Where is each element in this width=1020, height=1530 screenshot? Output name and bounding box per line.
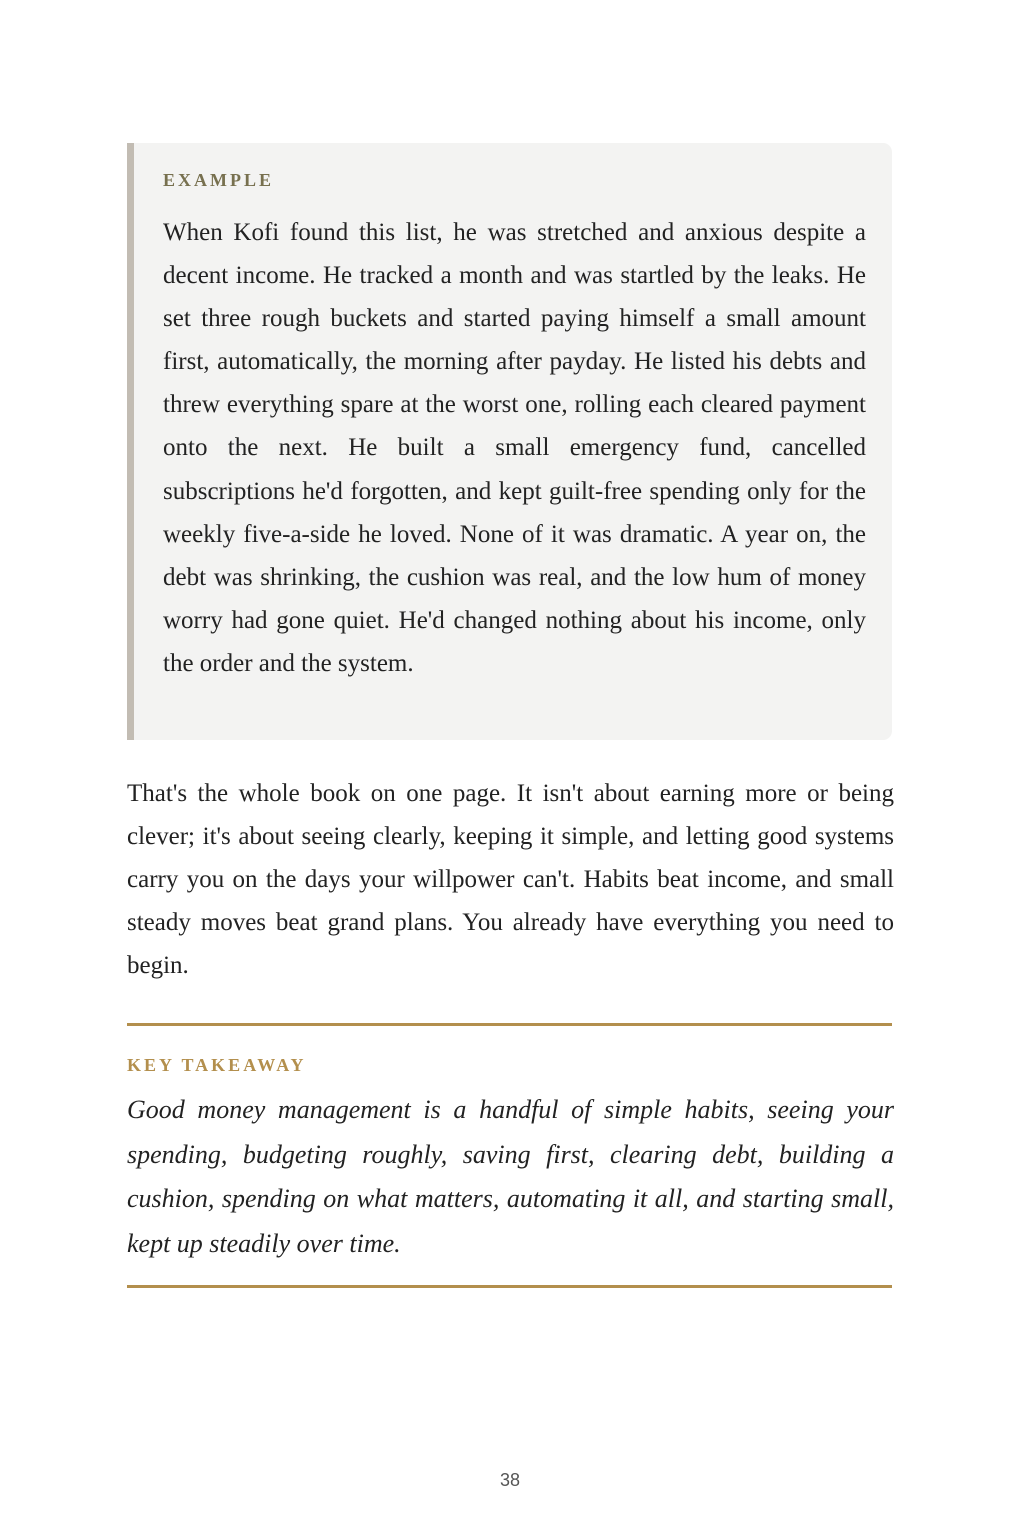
example-callout <box>127 143 892 740</box>
takeaway-bottom-rule <box>127 1285 892 1288</box>
example-label: EXAMPLE <box>163 170 274 190</box>
key-takeaway-label: KEY TAKEAWAY <box>127 1055 307 1075</box>
key-takeaway-text: Good money management is a handful of simple habits, seeing your spending, budgeting roughly, saving first, clearing debt, building a cushion, spending on what matters, automating it all, and starting small, kept up steadily over time. <box>127 1095 894 1258</box>
takeaway-top-rule <box>127 1023 892 1026</box>
example-text: When Kofi found this list, he was stretched and anxious despite a decent income. He tracked a month and was startled by the leaks. He set three rough buckets and started paying himself a small amount first, automatically, the morning after payday. He listed his debts and threw everything spare at the worst one, rolling each cleared payment onto the next. He built a small emergency fund, cancelled subscriptions he'd forgotten, and kept guilt-free spending only for the weekly five-a-side he loved. None of it was dramatic. A year on, the debt was shrinking, the cushion was real, and the low hum of money worry had gone quiet. He'd changed nothing about his income, only the order and the system. <box>163 219 866 677</box>
page-number: 38 <box>499 1470 521 1490</box>
body-paragraph: That's the whole book on one page. It isn't about earning more or being clever; it's about seeing clearly, keeping it simple, and letting good systems carry you on the days your willpower can't. Habits beat income, and small steady moves beat grand plans. You already have everything you need to begin. <box>127 780 894 980</box>
